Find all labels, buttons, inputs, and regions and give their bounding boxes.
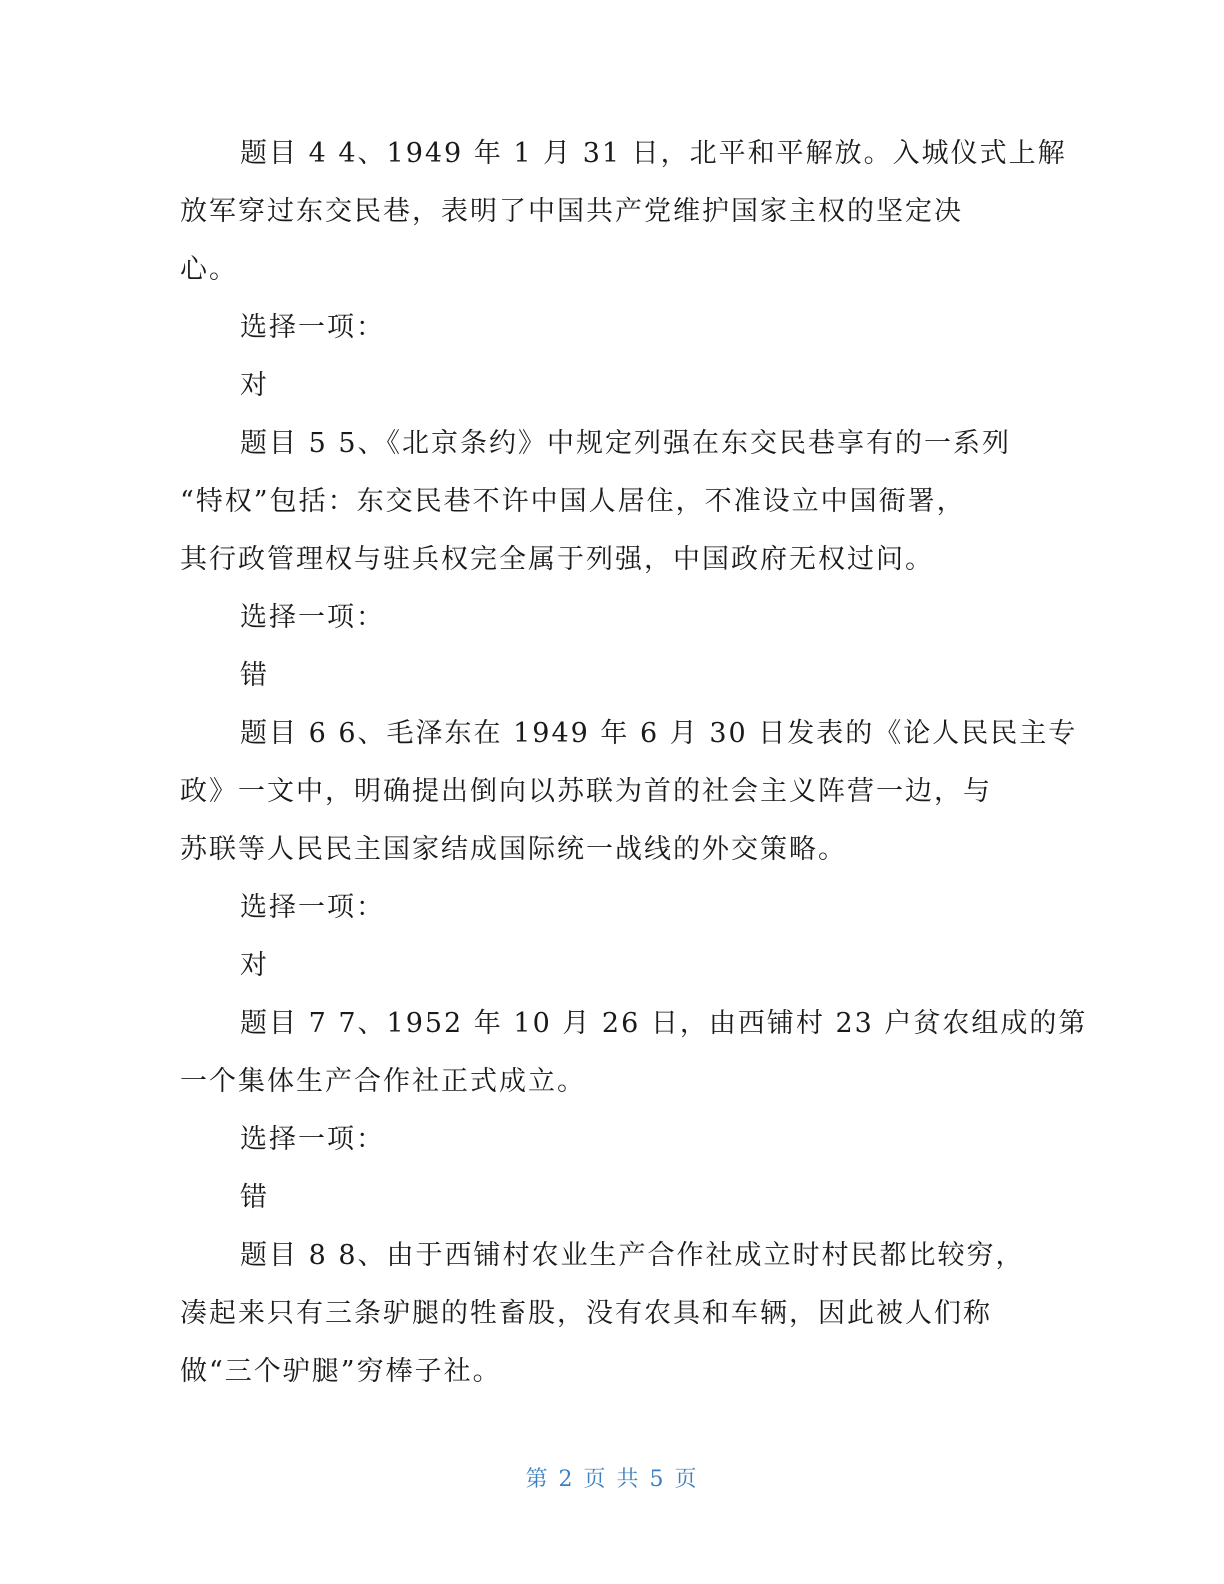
- question-6-answer: 对: [240, 950, 269, 981]
- question-6-text: [180, 763, 992, 879]
- question-5-answer: 错: [240, 660, 269, 691]
- question-6-line-1: 题目 6 6、毛泽东在 1949 年 6 月 30 日发表的《论人民民主专: [240, 718, 1078, 749]
- question-7-answer: 错: [240, 1182, 269, 1213]
- question-5-text: [180, 473, 966, 589]
- question-4-prompt: 选择一项：: [240, 312, 385, 343]
- page-number-footer: 第 2 页 共 5 页: [525, 1467, 699, 1492]
- question-4-line-1: 题目 4 4、1949 年 1 月 31 日，北平和平解放。入城仪式上解: [240, 138, 1067, 169]
- question-5-line-1: 题目 5 5、《北京条约》中规定列强在东交民巷享有的一系列: [240, 428, 1012, 459]
- question-7-line-2: 一个集体生产合作社正式成立。: [180, 1066, 586, 1097]
- question-8-line-2: 凑起来只有三条驴腿的牲畜股，没有农具和车辆，因此被人们称: [180, 1298, 992, 1329]
- question-5-line-2: “特权”包括：东交民巷不许中国人居住，不准设立中国衙署，: [180, 486, 966, 517]
- question-8-text: [180, 1285, 992, 1401]
- question-4-text: [180, 183, 963, 299]
- question-5-prompt: 选择一项：: [240, 602, 385, 633]
- question-6-line-2: 政》一文中，明确提出倒向以苏联为首的社会主义阵营一边，与: [180, 776, 992, 807]
- question-6-prompt: 选择一项：: [240, 892, 385, 923]
- question-4-line-2: 放军穿过东交民巷，表明了中国共产党维护国家主权的坚定决: [180, 196, 963, 227]
- question-6-line-3: 苏联等人民民主国家结成国际统一战线的外交策略。: [180, 834, 847, 865]
- question-7-line-1: 题目 7 7、1952 年 10 月 26 日，由西铺村 23 户贫农组成的第: [240, 1008, 1088, 1039]
- question-7-prompt: 选择一项：: [240, 1124, 385, 1155]
- question-7-text: [180, 1053, 586, 1111]
- question-8-line-1: 题目 8 8、由于西铺村农业生产合作社成立时村民都比较穷，: [240, 1240, 1025, 1271]
- question-4-line-3: 心。: [180, 254, 238, 285]
- question-8-line-3: 做“三个驴腿”穷棒子社。: [180, 1356, 502, 1387]
- question-4-answer: 对: [240, 370, 269, 401]
- question-5-line-3: 其行政管理权与驻兵权完全属于列强，中国政府无权过问。: [180, 544, 934, 575]
